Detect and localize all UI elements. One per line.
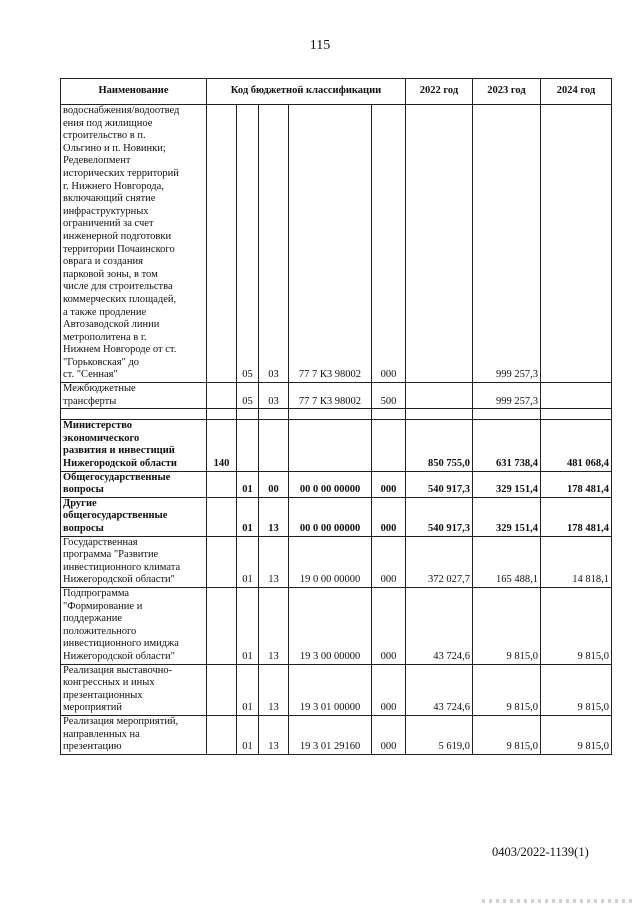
row-subsection: 00 [259, 471, 289, 497]
row-subsection: 03 [259, 383, 289, 409]
row-name: Межбюджетные трансферты [61, 383, 207, 409]
table-row [61, 715, 612, 754]
row-section [237, 420, 259, 471]
row-2024: 9 815,0 [541, 715, 612, 754]
row-name: водоснабжения/водоотвед ения под жилищное строительство в п. Ольгино и п. Новинки; Редевелопмент исторических территорий г. Нижнего Новгорода, включающий снятие инфраструктурных ограничений за счет инженерной подготовки территории Почаинского оврага и создания парковой зоны, в том числе для строительства коммерческих площадей, а также продление Автозаводской линии метрополитена в г. Нижнем Новгороде от ст. "Горьковская" до ст. "Сенная" [61, 105, 207, 383]
row-section: 01 [237, 587, 259, 664]
row-2022: 43 724,6 [406, 664, 473, 715]
row-section: 01 [237, 471, 259, 497]
header-2023: 2023 год [473, 79, 541, 105]
row-type: 000 [372, 587, 406, 664]
row-article: 77 7 К3 98002 [289, 105, 372, 383]
row-ministry [207, 715, 237, 754]
row-section: 01 [237, 536, 259, 587]
row-ministry [207, 105, 237, 383]
table-row [61, 497, 612, 536]
table-row [61, 587, 612, 664]
row-2024 [541, 383, 612, 409]
row-2024: 481 068,4 [541, 420, 612, 471]
row-subsection: 03 [259, 105, 289, 383]
row-name: Реализация выставочно- конгрессных и иных презентационных мероприятий [61, 664, 207, 715]
row-name: Государственная программа "Развитие инвестиционного климата Нижегородской области" [61, 536, 207, 587]
row-subsection: 13 [259, 587, 289, 664]
row-2024: 9 815,0 [541, 664, 612, 715]
table-spacer-row [61, 409, 612, 420]
row-name: Другие общегосударственные вопросы [61, 497, 207, 536]
table-header-row [61, 79, 612, 105]
budget-table [60, 78, 612, 755]
row-section: 01 [237, 715, 259, 754]
header-name: Наименование [61, 79, 207, 105]
row-section: 01 [237, 497, 259, 536]
row-article [289, 420, 372, 471]
row-type: 000 [372, 715, 406, 754]
row-article: 19 0 00 00000 [289, 536, 372, 587]
row-name: Министерство экономического развития и инвестиций Нижегородской области [61, 420, 207, 471]
row-type: 000 [372, 497, 406, 536]
row-2022: 540 917,3 [406, 497, 473, 536]
row-2023: 999 257,3 [473, 105, 541, 383]
row-subsection [259, 420, 289, 471]
row-ministry [207, 536, 237, 587]
row-type: 000 [372, 471, 406, 497]
row-2022 [406, 105, 473, 383]
row-2024: 178 481,4 [541, 471, 612, 497]
row-subsection: 13 [259, 664, 289, 715]
row-2022 [406, 383, 473, 409]
table-row [61, 536, 612, 587]
row-type: 000 [372, 105, 406, 383]
row-type: 000 [372, 664, 406, 715]
row-2022: 540 917,3 [406, 471, 473, 497]
row-ministry [207, 383, 237, 409]
header-2022: 2022 год [406, 79, 473, 105]
row-type [372, 420, 406, 471]
row-2023: 9 815,0 [473, 715, 541, 754]
row-name: Подпрограмма "Формирование и поддержание положительного инвестиционного имиджа Нижегородской области" [61, 587, 207, 664]
row-2024 [541, 105, 612, 383]
row-article: 00 0 00 00000 [289, 471, 372, 497]
row-2023: 329 151,4 [473, 497, 541, 536]
row-article: 19 3 00 00000 [289, 587, 372, 664]
row-ministry [207, 471, 237, 497]
row-2022: 850 755,0 [406, 420, 473, 471]
row-name: Общегосударственные вопросы [61, 471, 207, 497]
row-article: 19 3 01 00000 [289, 664, 372, 715]
row-2024: 178 481,4 [541, 497, 612, 536]
scan-artifact [482, 899, 632, 903]
table-row [61, 105, 612, 383]
row-article: 19 3 01 29160 [289, 715, 372, 754]
row-2023: 9 815,0 [473, 587, 541, 664]
row-ministry [207, 664, 237, 715]
page-number: 115 [309, 38, 331, 53]
row-section: 01 [237, 664, 259, 715]
row-ministry: 140 [207, 420, 237, 471]
row-2023: 631 738,4 [473, 420, 541, 471]
row-name: Реализация мероприятий, направленных на презентацию [61, 715, 207, 754]
table-row [61, 383, 612, 409]
row-section: 05 [237, 383, 259, 409]
row-subsection: 13 [259, 536, 289, 587]
row-type: 500 [372, 383, 406, 409]
row-subsection: 13 [259, 497, 289, 536]
row-2023: 165 488,1 [473, 536, 541, 587]
row-article: 00 0 00 00000 [289, 497, 372, 536]
table-row [61, 471, 612, 497]
row-2022: 372 027,7 [406, 536, 473, 587]
header-2024: 2024 год [541, 79, 612, 105]
row-type: 000 [372, 536, 406, 587]
row-2022: 43 724,6 [406, 587, 473, 664]
row-2024: 9 815,0 [541, 587, 612, 664]
row-2024: 14 818,1 [541, 536, 612, 587]
header-budget-code: Код бюджетной классификации [207, 79, 406, 105]
document-code: 0403/2022-1139(1) [492, 845, 589, 859]
row-2023: 329 151,4 [473, 471, 541, 497]
row-section: 05 [237, 105, 259, 383]
table-row [61, 420, 612, 471]
row-subsection: 13 [259, 715, 289, 754]
row-ministry [207, 497, 237, 536]
row-2022: 5 619,0 [406, 715, 473, 754]
row-article: 77 7 К3 98002 [289, 383, 372, 409]
table-row [61, 664, 612, 715]
row-ministry [207, 587, 237, 664]
row-2023: 999 257,3 [473, 383, 541, 409]
row-2023: 9 815,0 [473, 664, 541, 715]
